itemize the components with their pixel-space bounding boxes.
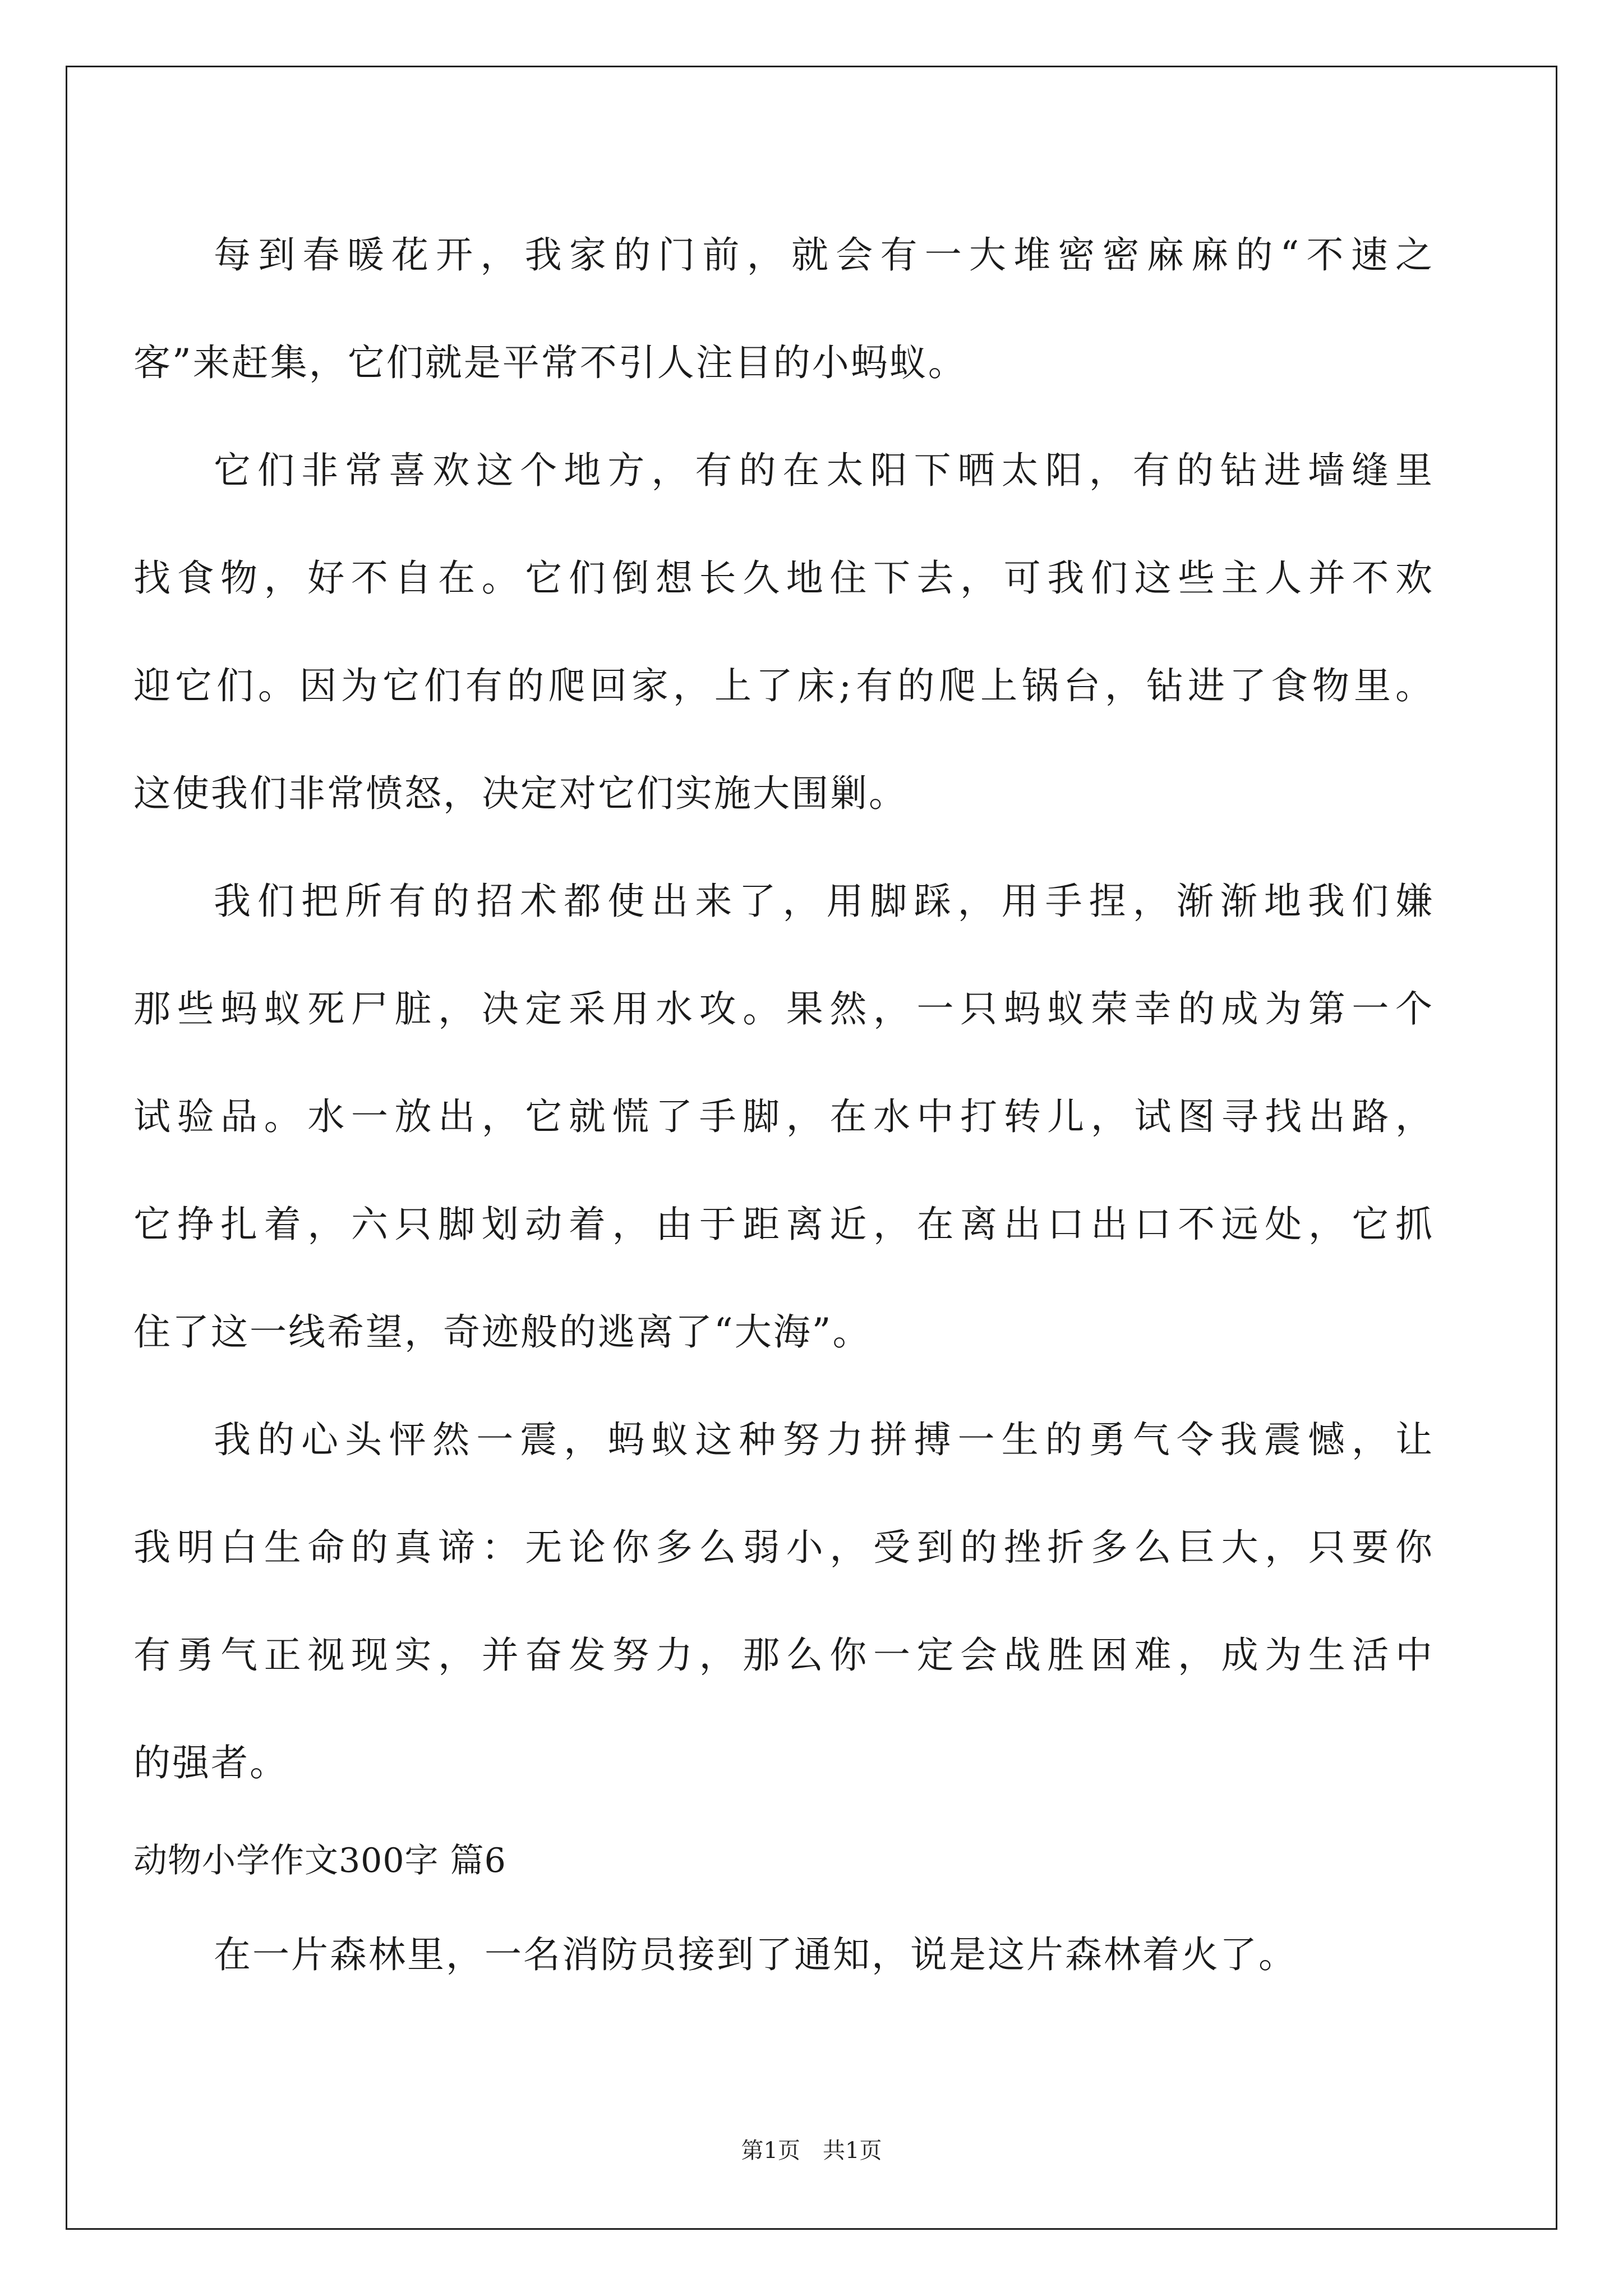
- paragraph-2-line-2: 找食物，好不自在。它们倒想长久地住下去，可我们这些主人并不欢: [133, 556, 1432, 600]
- paragraph-1-line-1: 每到春暖花开，我家的门前，就会有一大堆密密麻麻的“不速之: [214, 233, 1432, 277]
- paragraph-2-line-3: 迎它们。因为它们有的爬回家，上了床;有的爬上锅台，钻进了食物里。: [133, 664, 1432, 707]
- page-footer: [0, 2133, 1623, 2165]
- paragraph-3-line-3: 试验品。水一放出，它就慌了手脚，在水中打转儿，试图寻找出路，: [133, 1095, 1432, 1138]
- page-border: [66, 66, 1557, 2230]
- page-total: 共1页: [823, 2138, 882, 2164]
- paragraph-4-line-2: 我明白生命的真谛：无论你多么弱小，受到的挫折多么巨大，只要你: [133, 1526, 1432, 1569]
- paragraph-2-line-4: 这使我们非常愤怒，决定对它们实施大围剿。: [133, 772, 907, 815]
- paragraph-4-line-1: 我的心头怦然一震，蚂蚁这种努力拼搏一生的勇气令我震憾，让: [214, 1418, 1432, 1461]
- paragraph-3-line-2: 那些蚂蚁死尸脏，决定采用水攻。果然，一只蚂蚁荣幸的成为第一个: [133, 987, 1432, 1030]
- page-number: 第1页: [741, 2138, 800, 2164]
- paragraph-3-line-1: 我们把所有的招术都使出来了，用脚踩，用手捏，渐渐地我们嫌: [214, 880, 1432, 923]
- paragraph-4-line-4: 的强者。: [133, 1741, 288, 1784]
- paragraph-4-line-3: 有勇气正视现实，并奋发努力，那么你一定会战胜困难，成为生活中: [133, 1634, 1432, 1677]
- paragraph-2-line-1: 它们非常喜欢这个地方，有的在太阳下晒太阳，有的钻进墙缝里: [214, 449, 1432, 492]
- paragraph-3-line-5: 住了这一线希望，奇迹般的逃离了“大海”。: [133, 1310, 872, 1354]
- section-heading: 动物小学作文300字 篇6: [133, 1841, 506, 1880]
- paragraph-1-line-2: 客”来赶集，它们就是平常不引人注目的小蚂蚁。: [133, 341, 967, 384]
- paragraph-5-line-1: 在一片森林里，一名消防员接到了通知，说是这片森林着火了。: [214, 1933, 1297, 1976]
- paragraph-3-line-4: 它挣扎着，六只脚划动着，由于距离近，在离出口出口不远处，它抓: [133, 1203, 1432, 1246]
